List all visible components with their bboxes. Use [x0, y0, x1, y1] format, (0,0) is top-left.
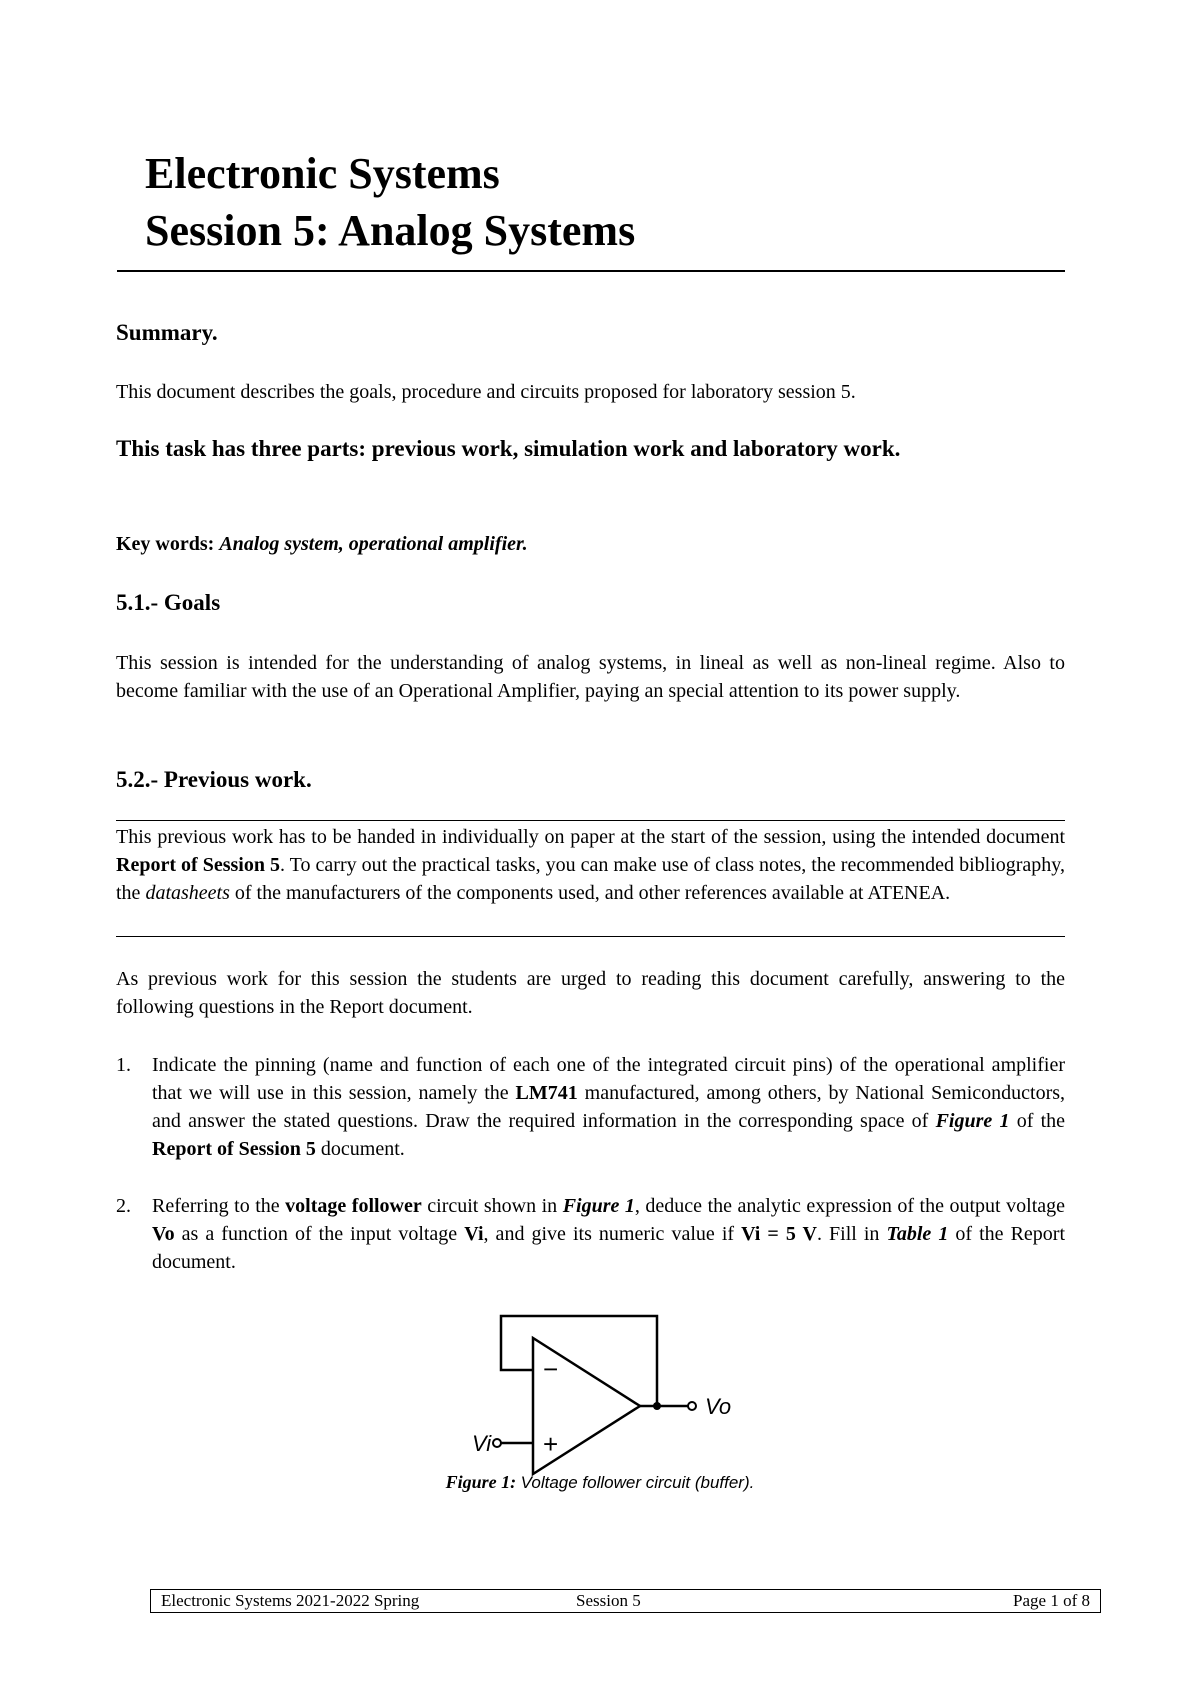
- box-text-1: This previous work has to be handed in individually on paper at the start of the session, using the intended document: [116, 826, 1065, 848]
- vi-label: Vi: [472, 1431, 492, 1456]
- output-junction: [653, 1402, 661, 1410]
- q2-text-a: Referring to the: [152, 1195, 280, 1217]
- q1-text-g: document.: [320, 1138, 405, 1160]
- footer-session: Session 5: [576, 1591, 641, 1610]
- figure-caption-text: Voltage follower circuit (buffer).: [520, 1473, 755, 1492]
- q2-text-c: circuit shown in: [427, 1195, 558, 1217]
- page-footer: [150, 1589, 1101, 1613]
- summary-heading: Summary.: [116, 320, 218, 345]
- figure-caption: [0, 1472, 1200, 1493]
- title-line-1: Electronic Systems: [145, 149, 500, 198]
- datasheets-term: datasheets: [145, 882, 230, 904]
- q2-vi-value: Vi = 5 V: [741, 1223, 817, 1245]
- plus-label: +: [543, 1429, 559, 1459]
- title-line-2: Session 5: Analog Systems: [145, 206, 636, 255]
- goals-heading: 5.1.- Goals: [116, 590, 221, 615]
- q2-table-ref: Table 1: [886, 1223, 949, 1245]
- minus-label: −: [543, 1354, 559, 1384]
- summary-text: This document describes the goals, procedure and circuits proposed for laboratory session 5.: [116, 381, 856, 403]
- q2-text-g: as a function of the input voltage: [181, 1223, 458, 1245]
- output-terminal: [688, 1402, 696, 1410]
- box-text-3: of the manufacturers of the components used, and other references available at ATENEA.: [234, 882, 951, 904]
- q2-vi: Vi: [464, 1223, 484, 1245]
- q2-text-e: , deduce the analytic expression of the output voltage: [634, 1195, 1066, 1217]
- q1-text-c: manufactured, among others, by National Semiconductors, and answer the stated questions. Draw the required information in the corresponding space of: [152, 1082, 1066, 1132]
- q1-report-ref: Report of Session 5: [152, 1138, 316, 1160]
- previous-work-heading: 5.2.- Previous work.: [116, 767, 312, 792]
- q2-figure-ref: Figure 1: [562, 1195, 635, 1217]
- report-reference: Report of Session 5: [116, 854, 280, 876]
- footer-page: Page 1 of 8: [1013, 1591, 1090, 1610]
- footer-course: Electronic Systems 2021-2022 Spring: [161, 1591, 420, 1610]
- keywords-label: Key words:: [116, 533, 215, 555]
- figure-caption-label: Figure 1:: [445, 1472, 517, 1492]
- q2-vo: Vo: [152, 1223, 175, 1245]
- question-number: 2.: [116, 1195, 131, 1217]
- q1-text-e: of the: [1016, 1110, 1066, 1132]
- task-statement: This task has three parts: previous work, simulation work and laboratory work.: [116, 436, 901, 461]
- q1-text-a: Indicate the pinning (name and function of each one of the integrated circuit pins) of the operational amplifier that we will use in this session, namely the: [152, 1054, 1065, 1104]
- input-terminal: [493, 1439, 501, 1447]
- question-number: 1.: [116, 1054, 131, 1076]
- q2-text-k: . Fill in: [816, 1223, 880, 1245]
- q1-figure-ref: Figure 1: [935, 1110, 1010, 1132]
- goals-text: This session is intended for the understanding of analog systems, in lineal as well as non-lineal regime. Also to become familiar with the use of an Operational Amplifier, paying an special attention to its power supply.: [116, 652, 1065, 702]
- previous-work-intro: As previous work for this session the students are urged to reading this document carefully, answering to the following questions in the Report document.: [116, 968, 1065, 1018]
- q2-text-m: of the Report document.: [152, 1223, 1066, 1273]
- vo-label: Vo: [705, 1394, 732, 1419]
- keywords-value: Analog system, operational amplifier.: [219, 533, 528, 555]
- box-text-2: . To carry out the practical tasks, you can make use of class notes, the recommended bibliography, the: [116, 854, 1066, 904]
- feedback-wire: [501, 1316, 657, 1406]
- q2-voltage-follower: voltage follower: [285, 1195, 422, 1217]
- q2-text-i: , and give its numeric value if: [483, 1223, 735, 1245]
- q1-lm741: LM741: [515, 1082, 578, 1104]
